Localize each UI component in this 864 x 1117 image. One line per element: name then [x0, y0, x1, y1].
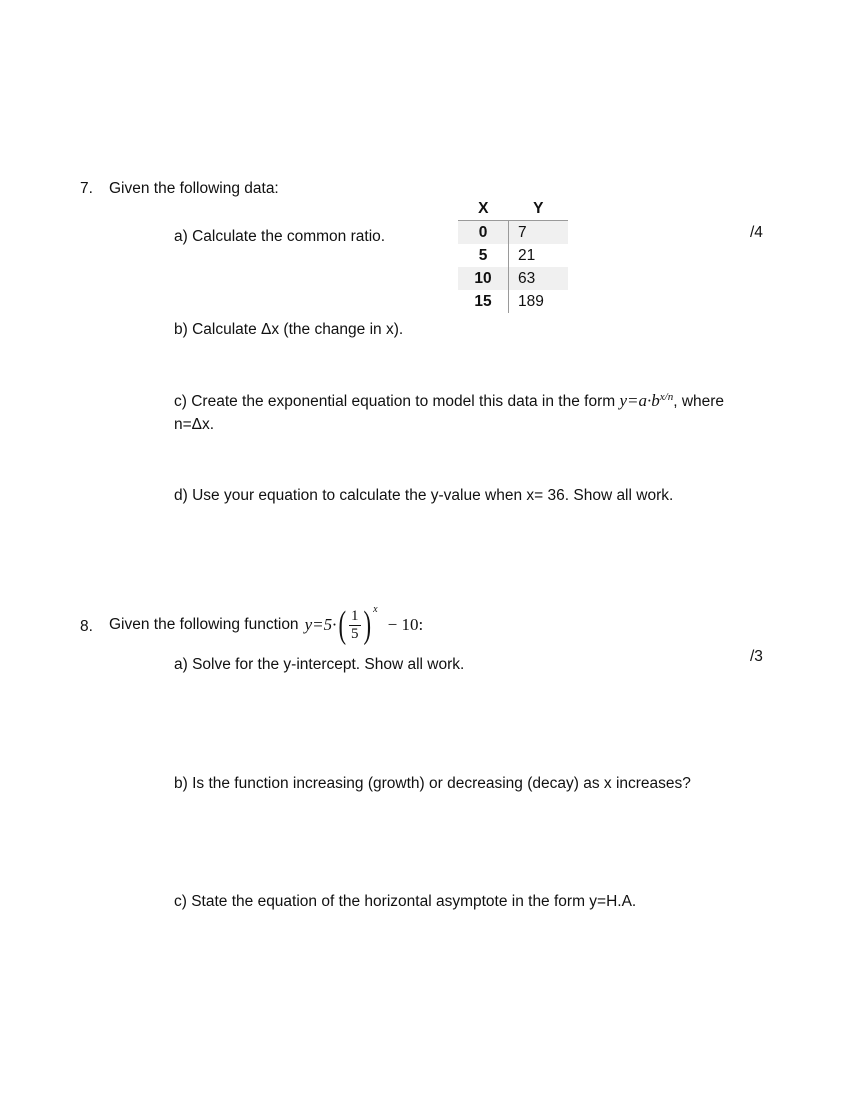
question-8-prompt: Given the following function [109, 616, 299, 633]
question-8-prompt-line [109, 600, 423, 650]
function-exponent: x [373, 604, 378, 615]
table-header-row [458, 197, 568, 221]
table-cell-x: 0 [458, 221, 509, 245]
right-paren: ) [363, 604, 371, 646]
table-header-x: X [458, 197, 509, 221]
question-7c-line1 [174, 391, 724, 411]
table-cell-y: 7 [509, 221, 569, 245]
table-row [458, 244, 568, 267]
question-8b-text: b) Is the function increasing (growth) or decreasing (decay) as x increases? [174, 775, 691, 792]
exponent-x-over-n: x/n [659, 391, 674, 403]
fraction-denominator: 5 [351, 625, 359, 642]
table-cell-y: 63 [509, 267, 569, 290]
question-7-prompt: Given the following data: [109, 180, 279, 197]
fraction-numerator: 1 [351, 607, 359, 624]
table-cell-x: 15 [474, 292, 492, 310]
function-equation-tail: − 10: [387, 615, 424, 634]
fraction-one-fifth [349, 608, 361, 643]
question-8-marks: /3 [750, 648, 763, 665]
data-table [458, 197, 568, 313]
table-row [458, 267, 568, 290]
left-paren: ( [338, 604, 347, 646]
table-cell-y: 21 [509, 244, 569, 267]
question-7-marks: /4 [750, 224, 763, 241]
question-7c-where: , where [673, 393, 725, 411]
question-7a-text: a) Calculate the common ratio. [174, 228, 386, 245]
table-cell-x: 10 [458, 267, 509, 290]
question-7-number: 7. [80, 180, 93, 197]
table-cell-y: 189 [509, 290, 569, 313]
question-8a-text: a) Solve for the y-intercept. Show all work. [174, 656, 465, 673]
exponential-form-equation: y=a·b [619, 391, 660, 411]
question-8c-text: c) State the equation of the horizontal asymptote in the form y=H.A. [174, 893, 637, 910]
table-header-y: Y [509, 197, 569, 221]
function-equation-lead: y=5· [304, 615, 337, 634]
question-7c-line2: n=Δx. [174, 416, 215, 433]
question-7d-text: d) Use your equation to calculate the y-value when x= 36. Show all work. [174, 487, 674, 504]
table-row [458, 221, 568, 245]
table-cell-x: 5 [478, 246, 488, 264]
question-8-number: 8. [80, 618, 93, 635]
question-7c-text: c) Create the exponential equation to model this data in the form [174, 393, 616, 411]
question-7b-text: b) Calculate Δx (the change in x). [174, 321, 404, 338]
table-row [458, 290, 568, 313]
